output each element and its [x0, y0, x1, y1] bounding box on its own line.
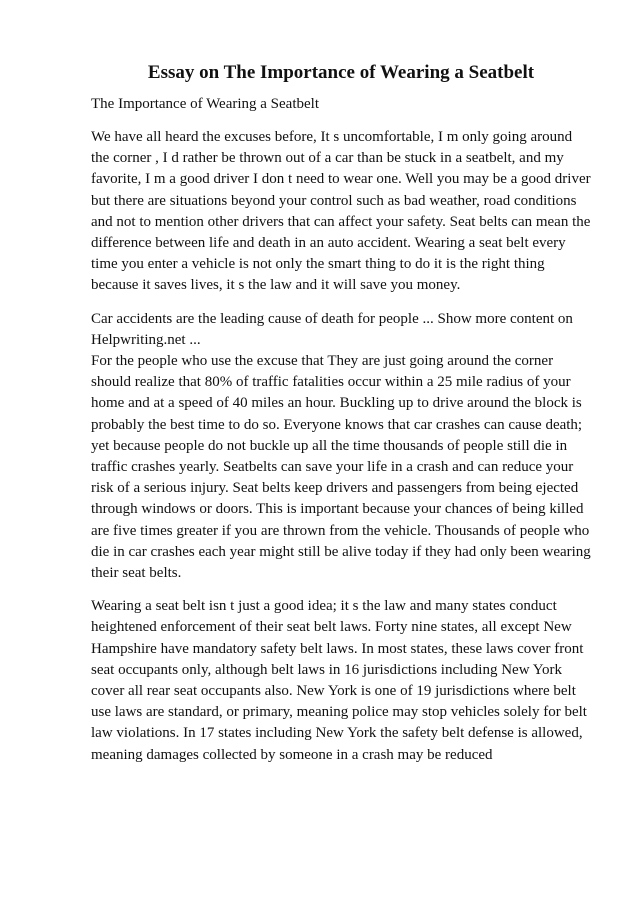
paragraph-gap [91, 584, 591, 596]
paragraph-law: Wearing a seat belt isn t just a good idea; it s the law and many states conduct heightened enforcement of their seat belt laws. Forty nine states, all except New Hampshire have mandatory safety belt laws. In most states, these laws cover front seat occupants only, although belt laws in 16 jurisdictions including New York cover all rear seat occupants also. New York is one of 19 jurisdictions where belt use laws are standard, or primary, meaning police may stop vehicles solely for belt law violations. In 17 states including New York the safety belt defense is allowed, meaning damages collected by someone in a crash may be reduced [91, 598, 587, 763]
paragraph-gap [91, 297, 591, 309]
paragraph-corner-excuse: For the people who use the excuse that They are just going around the corner should realize that 80% of traffic fatalities occur within a 25 mile radius of your home and at a speed of 40 miles an hour. Buckling up to drive around the block is probably the best time to do so. Everyone knows that car crashes can cause death; yet because people do not buckle up all the time thousands of people still die in traffic crashes yearly. Seatbelts can save your life in a crash and can reduce your risk of a serious injury. Seat belts keep drivers and passengers from being ejected through windows or doors. This is important because your chances of being killed are five times greater if you are thrown from the vehicle. Thousands of people who die in car crashes each year might still be alive today if they had only been wearing their seat belts. [91, 353, 591, 582]
paragraph-show-more: Car accidents are the leading cause of death for people ... Show more content on Helpwriting.net ... [91, 310, 573, 348]
document-subtitle: The Importance of Wearing a Seatbelt [91, 96, 320, 112]
paragraph-intro: We have all heard the excuses before, It s uncomfortable, I m only going around the corner , I d rather be thrown out of a car than be stuck in a seatbelt, and my favorite, I m a good driver I don t need to wear one. Well you may be a good driver but there are situations beyond your control such as bad weather, road conditions and not to mention other drivers that can affect your safety. Seat belts can mean the difference between life and death in an auto accident. Wearing a seat belt every time you enter a vehicle is not only the smart thing to do it is the right thing because it saves lives, it s the law and it will save you money. [91, 129, 591, 294]
document-title: Essay on The Importance of Wearing a Seatbelt [147, 62, 535, 83]
document-page [91, 62, 591, 766]
